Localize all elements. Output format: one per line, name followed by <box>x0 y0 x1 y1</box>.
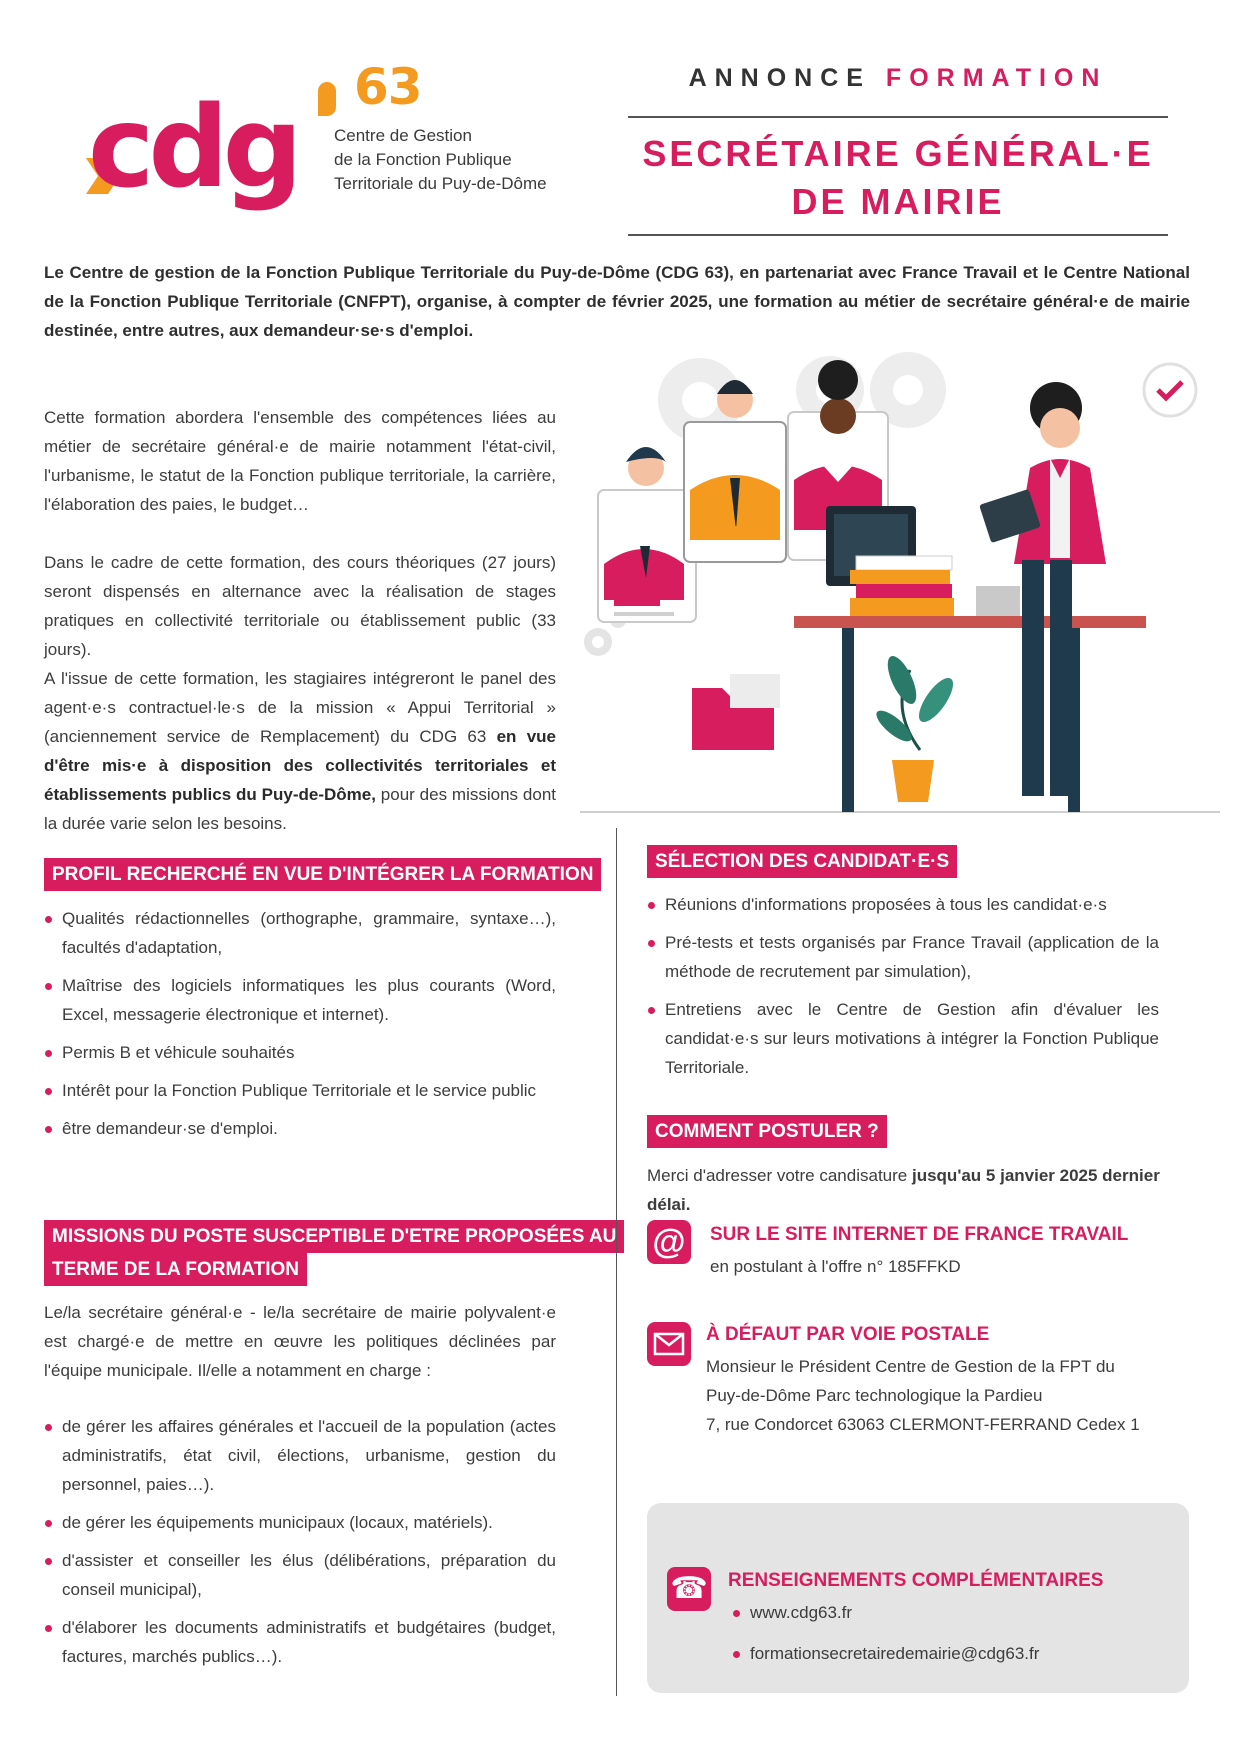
selection-list <box>647 890 1159 1082</box>
postuler-deadline: jusqu'au 5 janvier 2025 dernier délai. <box>647 1166 1160 1214</box>
envelope-icon <box>647 1322 691 1366</box>
paragraph-text: A l'issue de cette formation, les stagiaires intégreront le panel des agent·e·s contractuel·le·s de la mission « Appui Territorial » (anciennement service de Remplacement) du CDG 63 <box>44 669 556 746</box>
list-item: être demandeur·se d'emploi. <box>44 1114 556 1143</box>
missions-heading <box>44 1220 624 1286</box>
profile-card-1 <box>598 447 696 622</box>
list-item: d'assister et conseiller les élus (délibérations, préparation du conseil municipal), <box>44 1546 556 1604</box>
list-item: de gérer les affaires générales et l'accueil de la population (actes administratifs, état civil, élections, urbanisme, gestion du personnel, paies…). <box>44 1412 556 1499</box>
list-item: Entretiens avec le Centre de Gestion afin d'évaluer les candidat·e·s sur leurs motivations à intégrer la Fonction Publique Territoriale. <box>647 995 1159 1082</box>
address-line: Puy-de-Dôme Parc technologique la Pardieu <box>706 1386 1043 1405</box>
desk-top <box>794 616 1146 628</box>
address-line: 7, rue Condorcet 63063 CLERMONT-FERRAND Cedex 1 <box>706 1415 1140 1434</box>
postuler-text <box>647 1161 1187 1219</box>
illustration <box>580 350 1220 820</box>
profil-list <box>44 904 556 1143</box>
missions-list <box>44 1412 556 1671</box>
list-item: Pré-tests et tests organisés par France Travail (application de la méthode de recrutement par simulation), <box>647 928 1159 986</box>
list-item: Maîtrise des logiciels informatiques les plus courants (Word, Excel, messagerie électronique et internet). <box>44 971 556 1029</box>
list-item: Intérêt pour la Fonction Publique Territoriale et le service public <box>44 1076 556 1105</box>
logo-org-line: Territoriale du Puy-de-Dôme <box>334 174 547 193</box>
info-links-container <box>732 1598 1172 1677</box>
web-title: SUR LE SITE INTERNET DE FRANCE TRAVAIL <box>710 1224 1129 1245</box>
title-line: DE MAIRIE <box>791 181 1005 222</box>
logo-number: 63 <box>354 58 422 116</box>
list-item: de gérer les équipements municipaux (locaux, matériels). <box>44 1508 556 1537</box>
at-icon: @ <box>647 1220 691 1264</box>
title-line: SECRÉTAIRE GÉNÉRAL·E <box>642 133 1154 174</box>
selection-heading: SÉLECTION DES CANDIDAT·E·S <box>647 845 957 878</box>
list-item: Réunions d'informations proposées à tous les candidat·e·s <box>647 890 1159 919</box>
email-link[interactable]: formationsecretairedemairie@cdg63.fr <box>732 1639 1172 1668</box>
info-links <box>732 1598 1172 1668</box>
annonce-word: ANNONCE <box>688 64 871 92</box>
paragraph-competences: Cette formation abordera l'ensemble des compétences liées au métier de secrétaire général·e de mairie notamment l'état-civil, l'urbanisme, le statut de la Fonction publique territoriale, la carrière, l'élaboration des paies, le budget… <box>44 408 556 514</box>
profil-heading: PROFIL RECHERCHÉ EN VUE D'INTÉGRER LA FORMATION <box>44 858 601 891</box>
logo-org-line: Centre de Gestion <box>334 126 472 145</box>
missions-intro: Le/la secrétaire général·e - le/la secrétaire de mairie polyvalent·e est chargé·e de mettre en œuvre les politiques déclinées par l'équipe municipale. Il/elle a notamment en charge : <box>44 1303 556 1380</box>
missions-list-container <box>44 1412 556 1680</box>
paragraph-cours: Dans le cadre de cette formation, des cours théoriques (27 jours) seront dispensés en alternance avec la réalisation de stages pratiques en collectivité territoriale ou établissement public (33 jours). <box>44 553 556 659</box>
phone-icon: ☎ <box>667 1567 711 1611</box>
post-address <box>706 1352 1140 1439</box>
postuler-heading: COMMENT POSTULER ? <box>647 1115 887 1148</box>
address-line: Monsieur le Président Centre de Gestion de la FPT du <box>706 1357 1115 1376</box>
formation-word: FORMATION <box>885 64 1108 92</box>
website-link[interactable]: www.cdg63.fr <box>732 1598 1172 1627</box>
postuler-text-start: Merci d'adresser votre candisature <box>647 1166 912 1185</box>
list-item: Permis B et véhicule souhaités <box>44 1038 556 1067</box>
post-title: À DÉFAUT PAR VOIE POSTALE <box>706 1324 990 1345</box>
logo-comma <box>318 82 336 116</box>
paragraph-bold-text: en vue d'être mis·e à disposition des collectivités territoriales et établissements publics du Puy-de-Dôme, <box>44 727 556 804</box>
plant-icon <box>872 652 959 802</box>
list-item: Qualités rédactionnelles (orthographe, grammaire, syntaxe…), facultés d'adaptation, <box>44 904 556 962</box>
info-heading: RENSEIGNEMENTS COMPLÉMENTAIRES <box>728 1570 1104 1591</box>
check-bubble-icon <box>1144 364 1196 416</box>
intro-paragraph: Le Centre de gestion de la Fonction Publique Territoriale du Puy-de-Dôme (CDG 63), en partenariat avec France Travail et le Centre National de la Fonction Publique Territoriale (CNFPT), organise, à compter de février 2025, une formation au métier de secrétaire général·e de mairie destinée, entre autres, aux demandeur·se·s d'emploi. <box>44 263 1190 340</box>
logo-brand: cdg <box>88 83 297 213</box>
list-item: d'élaborer les documents administratifs et budgétaires (budget, factures, marchés publics…). <box>44 1613 556 1671</box>
page-title <box>628 130 1168 226</box>
web-text: en postulant à l'offre n° 185FFKD <box>710 1257 961 1276</box>
column-divider <box>616 828 617 1696</box>
paragraph-mission <box>44 664 556 838</box>
logo-org-name <box>334 124 547 196</box>
selection-list-container <box>647 890 1159 1091</box>
paragraph-text: pour des missions dont la durée varie selon les besoins. <box>44 785 556 833</box>
announcement-label <box>628 64 1168 93</box>
logo-org-line: de la Fonction Publique <box>334 150 512 169</box>
missions-heading-line: TERME DE LA FORMATION <box>44 1253 307 1286</box>
missions-heading-line: MISSIONS DU POSTE SUSCEPTIBLE D'ETRE PROPOSÉES AU <box>44 1220 624 1253</box>
title-rule-bottom <box>628 234 1168 236</box>
profil-list-container <box>44 904 556 1152</box>
title-rule-top <box>628 116 1168 118</box>
